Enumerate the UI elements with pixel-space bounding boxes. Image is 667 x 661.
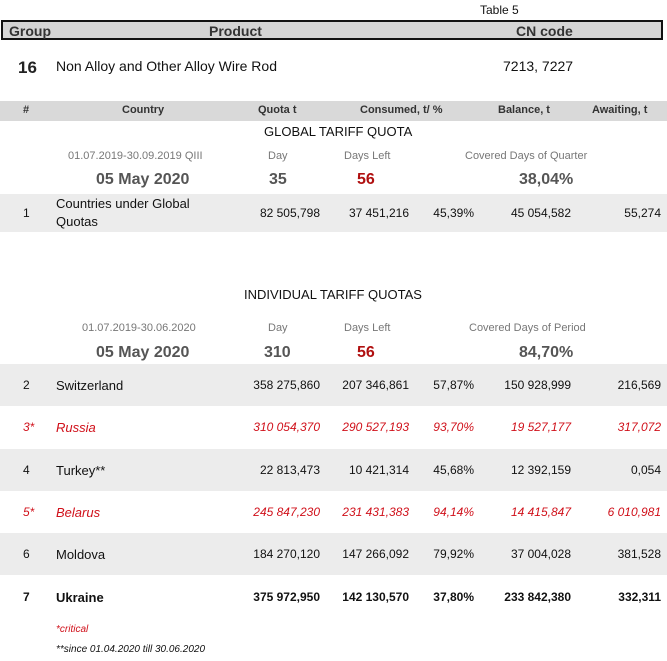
- row-num: 1: [23, 206, 30, 220]
- table-row: [0, 449, 667, 491]
- row-num: 2: [23, 378, 30, 392]
- global-covered: 38,04%: [519, 171, 574, 188]
- table-header: [1, 20, 663, 40]
- table-row: [0, 364, 667, 406]
- table-row: [0, 406, 667, 448]
- row-pct: 57,87%: [433, 378, 474, 392]
- row-pct: 93,70%: [433, 420, 474, 434]
- row-balance: 150 928,999: [504, 378, 571, 392]
- global-quota-title: GLOBAL TARIFF QUOTA: [264, 124, 413, 139]
- row-num: 6: [23, 547, 30, 561]
- global-days-left-label: Days Left: [344, 150, 391, 162]
- critical-note: *critical: [56, 624, 89, 635]
- col-country: Country: [122, 104, 165, 116]
- individual-days-left-label: Days Left: [344, 322, 391, 334]
- row-awaiting: 0,054: [630, 463, 661, 477]
- individual-date: 05 May 2020: [96, 344, 190, 361]
- row-quota: 358 275,860: [253, 378, 320, 392]
- row-balance: 14 415,847: [510, 505, 571, 519]
- table-row: [0, 194, 667, 232]
- row-num: 5*: [23, 505, 35, 519]
- row-quota: 310 054,370: [253, 420, 320, 434]
- row-country: Russia: [56, 420, 96, 435]
- row-awaiting: 55,274: [624, 206, 661, 220]
- row-balance: 233 842,380: [504, 590, 571, 604]
- row-pct: 45,68%: [433, 463, 474, 477]
- row-num: 7: [23, 590, 30, 604]
- individual-day-label: Day: [268, 322, 288, 334]
- row-quota: 184 270,120: [253, 547, 320, 561]
- row-pct: 79,92%: [433, 547, 474, 561]
- col-quota: Quota t: [258, 104, 297, 116]
- row-awaiting: 317,072: [617, 420, 661, 434]
- row-num: 4: [23, 463, 30, 477]
- group-header: Group: [9, 23, 51, 39]
- table-row: [0, 576, 667, 618]
- row-country: Moldova: [56, 547, 106, 562]
- global-days-left: 56: [357, 171, 375, 188]
- row-quota: 82 505,798: [259, 206, 320, 220]
- individual-covered-label: Covered Days of Period: [469, 322, 586, 334]
- row-consumed: 142 130,570: [342, 590, 409, 604]
- row-balance: 19 527,177: [510, 420, 571, 434]
- col-consumed: Consumed, t/ %: [360, 104, 443, 116]
- table-row: [0, 533, 667, 575]
- cn-code: 7213, 7227: [503, 58, 574, 74]
- table-label: Table 5: [480, 3, 519, 17]
- individual-quota-title: INDIVIDUAL TARIFF QUOTAS: [244, 287, 422, 302]
- row-consumed: 290 527,193: [342, 420, 409, 434]
- individual-days-left: 56: [357, 344, 375, 361]
- row-country: Countries under Global: [56, 196, 190, 211]
- row-country-line2: Quotas: [56, 214, 98, 229]
- row-pct: 94,14%: [433, 505, 474, 519]
- col-num: #: [23, 104, 30, 116]
- row-consumed: 37 451,216: [348, 206, 409, 220]
- global-period: 01.07.2019-30.09.2019 QIII: [68, 150, 203, 162]
- table-row: [0, 491, 667, 533]
- row-quota: 245 847,230: [253, 505, 320, 519]
- row-consumed: 231 431,383: [342, 505, 409, 519]
- row-country: Turkey**: [56, 463, 106, 478]
- row-balance: 37 004,028: [510, 547, 571, 561]
- row-consumed: 147 266,092: [342, 547, 409, 561]
- row-pct: 45,39%: [433, 206, 474, 220]
- column-header-row: [0, 101, 667, 121]
- individual-covered: 84,70%: [519, 344, 574, 361]
- row-country: Switzerland: [56, 378, 124, 393]
- product-header: Product: [209, 23, 262, 39]
- row-awaiting: 216,569: [617, 378, 661, 392]
- global-covered-label: Covered Days of Quarter: [465, 150, 588, 162]
- row-country: Belarus: [56, 505, 101, 520]
- product-name: Non Alloy and Other Alloy Wire Rod: [56, 58, 277, 74]
- row-consumed: 207 346,861: [342, 378, 409, 392]
- since-note: **since 01.04.2020 till 30.06.2020: [56, 644, 206, 655]
- row-quota: 375 972,950: [253, 590, 320, 604]
- row-awaiting: 381,528: [617, 547, 661, 561]
- row-balance: 45 054,582: [510, 206, 571, 220]
- row-consumed: 10 421,314: [348, 463, 409, 477]
- row-pct: 37,80%: [433, 590, 474, 604]
- row-num: 3*: [23, 420, 35, 434]
- global-day-label: Day: [268, 150, 288, 162]
- row-quota: 22 813,473: [259, 463, 320, 477]
- row-country: Ukraine: [56, 590, 104, 605]
- global-date: 05 May 2020: [96, 171, 190, 188]
- row-awaiting: 332,311: [618, 590, 661, 604]
- global-day: 35: [269, 171, 287, 188]
- row-awaiting: 6 010,981: [607, 505, 661, 519]
- group-number: 16: [18, 58, 37, 77]
- individual-period: 01.07.2019-30.06.2020: [82, 322, 196, 334]
- row-balance: 12 392,159: [510, 463, 571, 477]
- individual-day: 310: [264, 344, 291, 361]
- col-awaiting: Awaiting, t: [592, 104, 648, 116]
- cn-code-header: CN code: [516, 23, 573, 39]
- col-balance: Balance, t: [498, 104, 550, 116]
